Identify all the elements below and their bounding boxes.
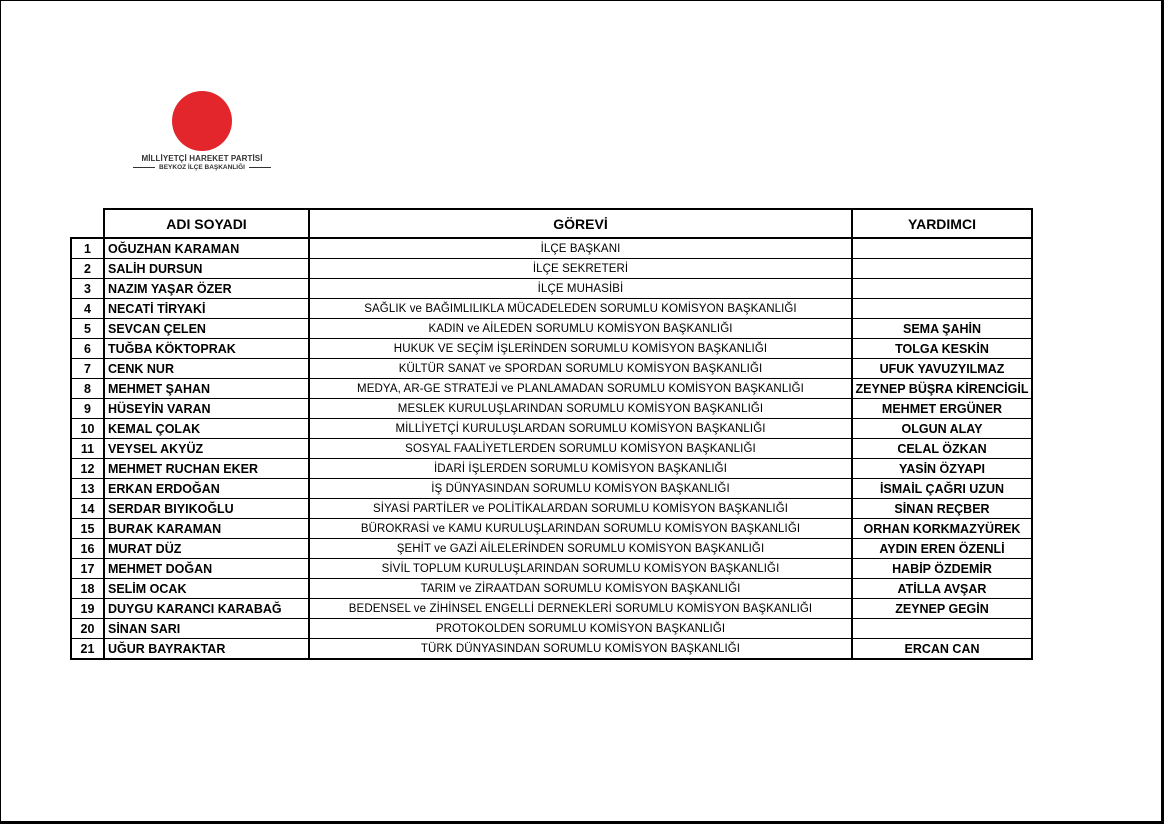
three-crescents-icon [163,90,241,152]
member-role: PROTOKOLDEN SORUMLU KOMİSYON BAŞKANLIĞI [309,619,852,639]
table-row [71,259,1032,279]
table-row [71,399,1032,419]
member-name: MEHMET ŞAHAN [104,379,309,399]
member-role: TARIM ve ZİRAATDAN SORUMLU KOMİSYON BAŞKANLIĞI [309,579,852,599]
table-row [71,619,1032,639]
member-name: NECATİ TİRYAKİ [104,299,309,319]
header-assistant: YARDIMCI [852,209,1032,238]
table-row [71,639,1032,660]
row-number: 1 [71,238,104,259]
member-role: MİLLİYETÇİ KURULUŞLARDAN SORUMLU KOMİSYON BAŞKANLIĞI [309,419,852,439]
assistant-name: MEHMET ERGÜNER [852,399,1032,419]
member-name: TUĞBA KÖKTOPRAK [104,339,309,359]
table-row [71,579,1032,599]
assistant-name [852,299,1032,319]
member-name: CENK NUR [104,359,309,379]
member-name: BURAK KARAMAN [104,519,309,539]
member-role: İŞ DÜNYASINDAN SORUMLU KOMİSYON BAŞKANLIĞI [309,479,852,499]
table-row [71,299,1032,319]
row-number: 5 [71,319,104,339]
assistant-name: ERCAN CAN [852,639,1032,660]
member-role: TÜRK DÜNYASINDAN SORUMLU KOMİSYON BAŞKANLIĞI [309,639,852,660]
assistant-name [852,238,1032,259]
member-name: NAZIM YAŞAR ÖZER [104,279,309,299]
table-row [71,379,1032,399]
assistant-name: UFUK YAVUZYILMAZ [852,359,1032,379]
assistant-name: HABİP ÖZDEMİR [852,559,1032,579]
member-role: İDARİ İŞLERDEN SORUMLU KOMİSYON BAŞKANLIĞI [309,459,852,479]
member-role: SOSYAL FAALİYETLERDEN SORUMLU KOMİSYON BAŞKANLIĞI [309,439,852,459]
member-name: HÜSEYİN VARAN [104,399,309,419]
assistant-name: CELAL ÖZKAN [852,439,1032,459]
assistant-name: SİNAN REÇBER [852,499,1032,519]
party-name: MİLLİYETÇİ HAREKET PARTİSİ [141,154,263,163]
member-role: SİYASİ PARTİLER ve POLİTİKALARDAN SORUMLU KOMİSYON BAŞKANLIĞI [309,499,852,519]
member-role: KÜLTÜR SANAT ve SPORDAN SORUMLU KOMİSYON BAŞKANLIĞI [309,359,852,379]
row-number: 6 [71,339,104,359]
row-number: 3 [71,279,104,299]
assistant-name: ZEYNEP BÜŞRA KİRENCİGİL [852,379,1032,399]
row-number: 14 [71,499,104,519]
row-number: 17 [71,559,104,579]
party-subtitle [112,164,292,171]
row-number: 4 [71,299,104,319]
roster-table [70,208,1033,660]
member-role: İLÇE SEKRETERİ [309,259,852,279]
assistant-name [852,259,1032,279]
assistant-name: ORHAN KORKMAZYÜREK [852,519,1032,539]
table-row [71,339,1032,359]
party-subtitle-text: BEYKOZ İLÇE BAŞKANLIĞI [159,164,245,171]
row-number: 10 [71,419,104,439]
row-number: 15 [71,519,104,539]
header-name: ADI SOYADI [104,209,309,238]
assistant-name: İSMAİL ÇAĞRI UZUN [852,479,1032,499]
member-name: MURAT DÜZ [104,539,309,559]
table-row [71,519,1032,539]
member-role: KADIN ve AİLEDEN SORUMLU KOMİSYON BAŞKANLIĞI [309,319,852,339]
roster-body [71,238,1032,659]
member-name: SERDAR BIYIKOĞLU [104,499,309,519]
table-row [71,359,1032,379]
table-header-row [71,209,1032,238]
member-name: MEHMET DOĞAN [104,559,309,579]
assistant-name [852,619,1032,639]
member-role: ŞEHİT ve GAZİ AİLELERİNDEN SORUMLU KOMİSYON BAŞKANLIĞI [309,539,852,559]
member-name: VEYSEL AKYÜZ [104,439,309,459]
table-row [71,479,1032,499]
row-number: 2 [71,259,104,279]
table-row [71,499,1032,519]
member-name: DUYGU KARANCI KARABAĞ [104,599,309,619]
member-name: KEMAL ÇOLAK [104,419,309,439]
member-name: ERKAN ERDOĞAN [104,479,309,499]
table-row [71,419,1032,439]
table-row [71,539,1032,559]
assistant-name: YASİN ÖZYAPI [852,459,1032,479]
member-role: MEDYA, AR-GE STRATEJİ ve PLANLAMADAN SORUMLU KOMİSYON BAŞKANLIĞI [309,379,852,399]
table-row [71,319,1032,339]
member-name: SİNAN SARI [104,619,309,639]
member-role: İLÇE BAŞKANI [309,238,852,259]
row-number: 21 [71,639,104,660]
party-logo [112,90,292,182]
member-name: MEHMET RUCHAN EKER [104,459,309,479]
assistant-name: SEMA ŞAHİN [852,319,1032,339]
member-role: HUKUK VE SEÇİM İŞLERİNDEN SORUMLU KOMİSYON BAŞKANLIĞI [309,339,852,359]
row-number: 8 [71,379,104,399]
table-row [71,599,1032,619]
assistant-name [852,279,1032,299]
member-name: OĞUZHAN KARAMAN [104,238,309,259]
member-role: BEDENSEL ve ZİHİNSEL ENGELLİ DERNEKLERİ SORUMLU KOMİSYON BAŞKANLIĞI [309,599,852,619]
assistant-name: OLGUN ALAY [852,419,1032,439]
header-corner [71,209,104,238]
assistant-name: AYDIN EREN ÖZENLİ [852,539,1032,559]
assistant-name: ATİLLA AVŞAR [852,579,1032,599]
member-role: SİVİL TOPLUM KURULUŞLARINDAN SORUMLU KOMİSYON BAŞKANLIĞI [309,559,852,579]
divider-left [133,167,155,168]
row-number: 7 [71,359,104,379]
table-row [71,559,1032,579]
row-number: 9 [71,399,104,419]
table-row [71,279,1032,299]
row-number: 19 [71,599,104,619]
member-role: MESLEK KURULUŞLARINDAN SORUMLU KOMİSYON BAŞKANLIĞI [309,399,852,419]
member-name: SELİM OCAK [104,579,309,599]
assistant-name: ZEYNEP GEGİN [852,599,1032,619]
row-number: 12 [71,459,104,479]
member-name: SEVCAN ÇELEN [104,319,309,339]
row-number: 13 [71,479,104,499]
row-number: 20 [71,619,104,639]
member-name: UĞUR BAYRAKTAR [104,639,309,660]
table-row [71,238,1032,259]
table-row [71,439,1032,459]
row-number: 18 [71,579,104,599]
row-number: 16 [71,539,104,559]
divider-right [249,167,271,168]
member-role: BÜROKRASİ ve KAMU KURULUŞLARINDAN SORUMLU KOMİSYON BAŞKANLIĞI [309,519,852,539]
member-role: SAĞLIK ve BAĞIMLILIKLA MÜCADELEDEN SORUMLU KOMİSYON BAŞKANLIĞI [309,299,852,319]
assistant-name: TOLGA KESKİN [852,339,1032,359]
row-number: 11 [71,439,104,459]
header-role: GÖREVİ [309,209,852,238]
member-name: SALİH DURSUN [104,259,309,279]
member-role: İLÇE MUHASİBİ [309,279,852,299]
table-row [71,459,1032,479]
